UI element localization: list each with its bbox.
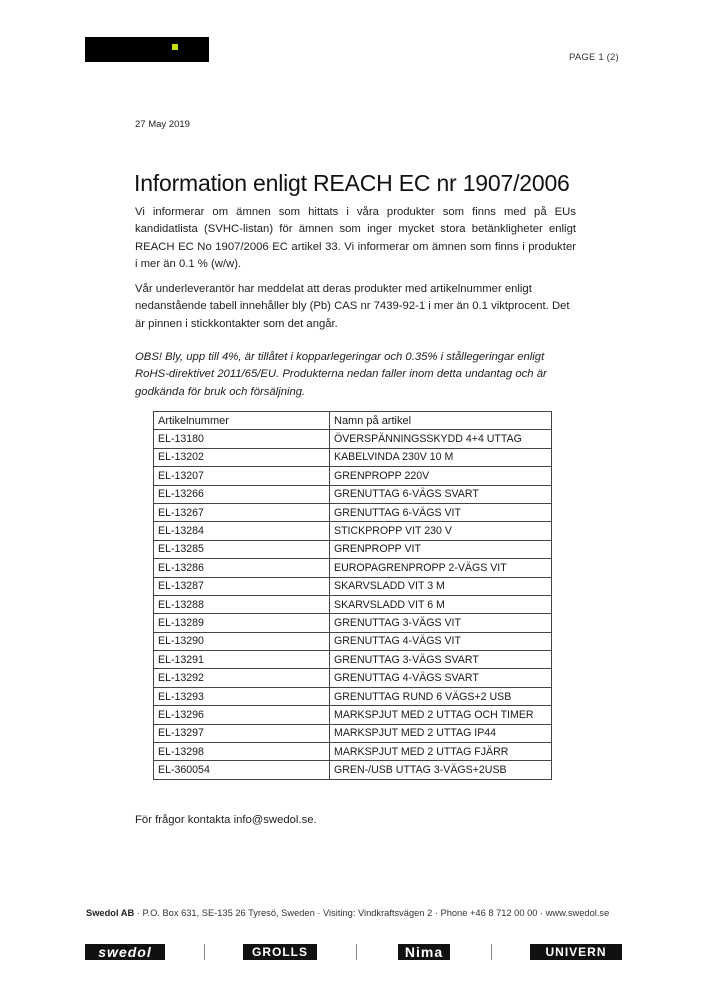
table-row bbox=[154, 687, 552, 705]
article-name-cell: KABELVINDA 230V 10 M bbox=[330, 448, 552, 466]
article-number-cell: EL-13285 bbox=[154, 540, 330, 558]
table-row bbox=[154, 706, 552, 724]
brand-logo-nima: Nima bbox=[398, 944, 450, 960]
article-name-cell: GRENUTTAG 4-VÄGS SVART bbox=[330, 669, 552, 687]
table-row bbox=[154, 724, 552, 742]
article-name-cell: GRENUTTAG RUND 6 VÄGS+2 USB bbox=[330, 687, 552, 705]
table-header-row bbox=[154, 412, 552, 430]
article-name-cell: ÖVERSPÄNNINGSSKYDD 4+4 UTTAG bbox=[330, 430, 552, 448]
article-name-cell: SKARVSLADD VIT 3 M bbox=[330, 577, 552, 595]
article-number-cell: EL-13284 bbox=[154, 522, 330, 540]
article-name-cell: GRENUTTAG 3-VÄGS VIT bbox=[330, 614, 552, 632]
article-number-cell: EL-13290 bbox=[154, 632, 330, 650]
table-row bbox=[154, 614, 552, 632]
company-logo bbox=[85, 37, 209, 62]
table-row bbox=[154, 743, 552, 761]
footer-details: · P.O. Box 631, SE-135 26 Tyresö, Sweden · Visiting: Vindkraftsvägen 2 · Phone +46 8 712 00 00 · www.swedol.se bbox=[134, 908, 610, 918]
table-row bbox=[154, 448, 552, 466]
document-title: Information enligt REACH EC nr 1907/2006 bbox=[134, 170, 570, 196]
table-row bbox=[154, 467, 552, 485]
article-table bbox=[153, 411, 552, 780]
article-name-cell: GRENUTTAG 4-VÄGS VIT bbox=[330, 632, 552, 650]
table-row bbox=[154, 761, 552, 779]
article-name-cell: EUROPAGRENPROPP 2-VÄGS VIT bbox=[330, 559, 552, 577]
article-number-cell: EL-13296 bbox=[154, 706, 330, 724]
article-number-cell: EL-13266 bbox=[154, 485, 330, 503]
rohs-note-paragraph: OBS! Bly, upp till 4%, är tillåtet i kopparlegeringar och 0.35% i stållegeringar enligt RoHS-direktivet 2011/65/EU. Produkterna nedan faller inom detta undantag och är godkända för bruk och försäljning. bbox=[135, 351, 547, 398]
table-row bbox=[154, 540, 552, 558]
table-row bbox=[154, 595, 552, 613]
table-row bbox=[154, 430, 552, 448]
table-body bbox=[154, 430, 552, 779]
article-number-cell: EL-13293 bbox=[154, 687, 330, 705]
table-row bbox=[154, 503, 552, 521]
article-name-cell: GRENUTTAG 6-VÄGS VIT bbox=[330, 503, 552, 521]
column-header-article-number: Artikelnummer bbox=[154, 412, 330, 430]
intro-paragraph: Vi informerar om ämnen som hittats i våra produkter som finns med på EUs kandidatlista (SVHC-listan) för ämnen som inger mycket stora betänkligheter enligt REACH EC No 1907/2006 EC artikel 33. Vi informerar om ämnen som finns i produkter i mer än 0.1 % (w/w). bbox=[135, 206, 576, 270]
article-number-cell: EL-13292 bbox=[154, 669, 330, 687]
article-number-cell: EL-13298 bbox=[154, 743, 330, 761]
article-name-cell: GRENUTTAG 3-VÄGS SVART bbox=[330, 651, 552, 669]
table-row bbox=[154, 522, 552, 540]
table-row bbox=[154, 651, 552, 669]
brand-divider bbox=[356, 944, 357, 960]
article-number-cell: EL-13202 bbox=[154, 448, 330, 466]
column-header-article-name: Namn på artikel bbox=[330, 412, 552, 430]
article-number-cell: EL-13207 bbox=[154, 467, 330, 485]
article-name-cell: GREN-/USB UTTAG 3-VÄGS+2USB bbox=[330, 761, 552, 779]
article-number-cell: EL-13297 bbox=[154, 724, 330, 742]
article-name-cell: GRENPROPP 220V bbox=[330, 467, 552, 485]
page-number: PAGE 1 (2) bbox=[569, 52, 619, 63]
article-number-cell: EL-13291 bbox=[154, 651, 330, 669]
footer-address bbox=[86, 908, 609, 918]
article-number-cell: EL-13286 bbox=[154, 559, 330, 577]
brand-logo-univern: UNIVERN bbox=[530, 944, 622, 960]
article-name-cell: MARKSPJUT MED 2 UTTAG OCH TIMER bbox=[330, 706, 552, 724]
article-number-cell: EL-13289 bbox=[154, 614, 330, 632]
brand-divider bbox=[491, 944, 492, 960]
brand-logo-swedol: swedol bbox=[85, 944, 165, 960]
logo-accent-square bbox=[172, 44, 178, 50]
table-row bbox=[154, 632, 552, 650]
article-name-cell: STICKPROPP VIT 230 V bbox=[330, 522, 552, 540]
brand-logo-grolls: GROLLS bbox=[243, 944, 317, 960]
article-number-cell: EL-360054 bbox=[154, 761, 330, 779]
footer-company: Swedol AB bbox=[86, 908, 135, 918]
article-name-cell: SKARVSLADD VIT 6 M bbox=[330, 595, 552, 613]
table-row bbox=[154, 559, 552, 577]
table-row bbox=[154, 577, 552, 595]
article-number-cell: EL-13287 bbox=[154, 577, 330, 595]
article-number-cell: EL-13267 bbox=[154, 503, 330, 521]
table-row bbox=[154, 485, 552, 503]
document-date: 27 May 2019 bbox=[135, 119, 190, 130]
supplier-paragraph: Vår underleverantör har meddelat att deras produkter med artikelnummer enligt nedanstående tabell innehåller bly (Pb) CAS nr 7439-92-1 i mer än 0.1 viktprocent. Det är pinnen i stickkontakter som det angår. bbox=[135, 283, 570, 330]
article-name-cell: MARKSPJUT MED 2 UTTAG FJÄRR bbox=[330, 743, 552, 761]
table-row bbox=[154, 669, 552, 687]
contact-line: För frågor kontakta info@swedol.se. bbox=[135, 814, 317, 826]
article-number-cell: EL-13180 bbox=[154, 430, 330, 448]
article-name-cell: GRENUTTAG 6-VÄGS SVART bbox=[330, 485, 552, 503]
brand-divider bbox=[204, 944, 205, 960]
article-name-cell: MARKSPJUT MED 2 UTTAG IP44 bbox=[330, 724, 552, 742]
article-number-cell: EL-13288 bbox=[154, 595, 330, 613]
article-name-cell: GRENPROPP VIT bbox=[330, 540, 552, 558]
